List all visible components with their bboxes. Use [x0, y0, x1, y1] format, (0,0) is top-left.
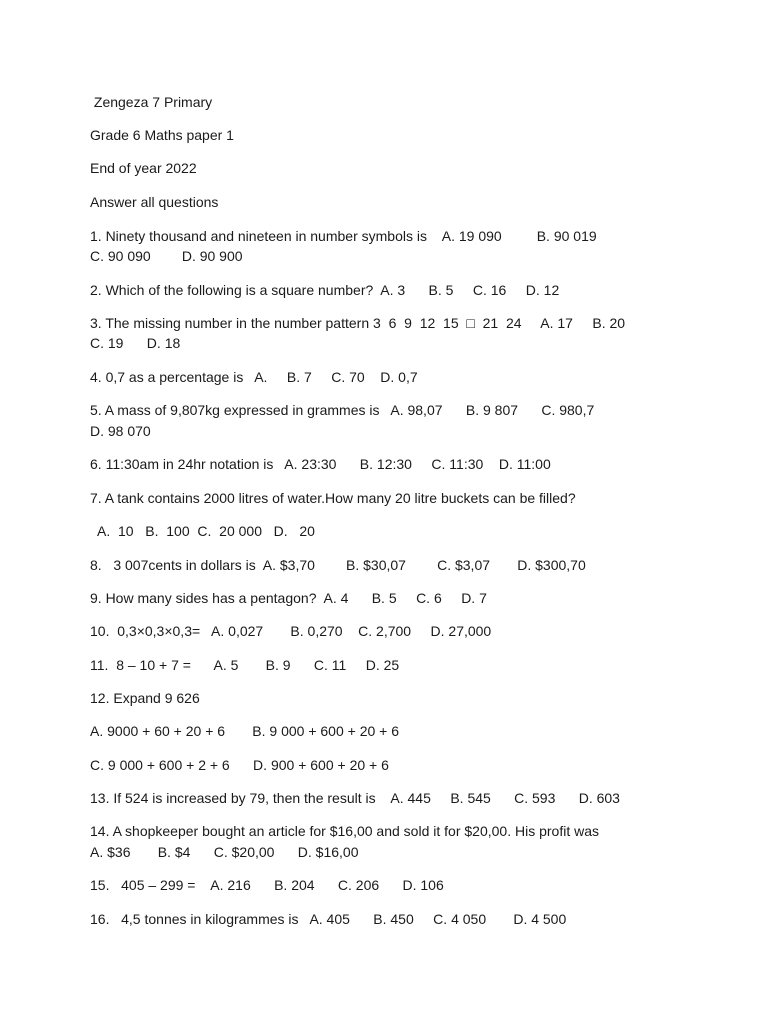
question-6: 6. 11:30am in 24hr notation is A. 23:30 B. 12:30 C. 11:30 D. 11:00 [90, 456, 551, 472]
question-11: 11. 8 – 10 + 7 = A. 5 B. 9 C. 11 D. 25 [90, 657, 400, 673]
exam-term: End of year 2022 [90, 160, 197, 176]
question-5-line-2: D. 98 070 [90, 423, 151, 439]
question-12: 12. Expand 9 626 [90, 690, 200, 706]
question-2: 2. Which of the following is a square number? A. 3 B. 5 C. 16 D. 12 [90, 282, 560, 298]
question-14-line-2: A. $36 B. $4 C. $20,00 D. $16,00 [90, 844, 359, 860]
question-1-line-2: C. 90 090 D. 90 900 [90, 248, 243, 264]
question-12-options-cd: C. 9 000 + 600 + 2 + 6 D. 900 + 600 + 20 + 6 [90, 757, 389, 773]
question-10: 10. 0,3×0,3×0,3= A. 0,027 B. 0,270 C. 2,700 D. 27,000 [90, 623, 492, 639]
question-14-line-1: 14. A shopkeeper bought an article for $16,00 and sold it for $20,00. His profit was [90, 823, 599, 839]
question-9: 9. How many sides has a pentagon? A. 4 B. 5 C. 6 D. 7 [90, 590, 487, 606]
question-7: 7. A tank contains 2000 litres of water.How many 20 litre buckets can be filled? [90, 490, 576, 506]
question-3-line-1: 3. The missing number in the number pattern 3 6 9 12 15 □ 21 24 A. 17 B. 20 [90, 315, 626, 331]
question-13: 13. If 524 is increased by 79, then the result is A. 445 B. 545 C. 593 D. 603 [90, 790, 620, 806]
question-1-line-1: 1. Ninety thousand and nineteen in number symbols is A. 19 090 B. 90 019 [90, 228, 597, 244]
question-15: 15. 405 – 299 = A. 216 B. 204 C. 206 D. 106 [90, 877, 444, 893]
question-5-line-1: 5. A mass of 9,807kg expressed in grammes is A. 98,07 B. 9 807 C. 980,7 [90, 402, 595, 418]
question-12-options-ab: A. 9000 + 60 + 20 + 6 B. 9 000 + 600 + 20 + 6 [90, 723, 400, 739]
instruction-text: Answer all questions [90, 194, 219, 210]
question-16: 16. 4,5 tonnes in kilogrammes is A. 405 B. 450 C. 4 050 D. 4 500 [90, 911, 567, 927]
paper-title: Grade 6 Maths paper 1 [90, 127, 234, 143]
school-name: Zengeza 7 Primary [90, 94, 213, 110]
question-4: 4. 0,7 as a percentage is A. B. 7 C. 70 D. 0,7 [90, 369, 418, 385]
question-3-line-2: C. 19 D. 18 [90, 335, 181, 351]
question-8: 8. 3 007cents in dollars is A. $3,70 B. $30,07 C. $3,07 D. $300,70 [90, 557, 586, 573]
question-7-options: A. 10 B. 100 C. 20 000 D. 20 [90, 523, 315, 539]
